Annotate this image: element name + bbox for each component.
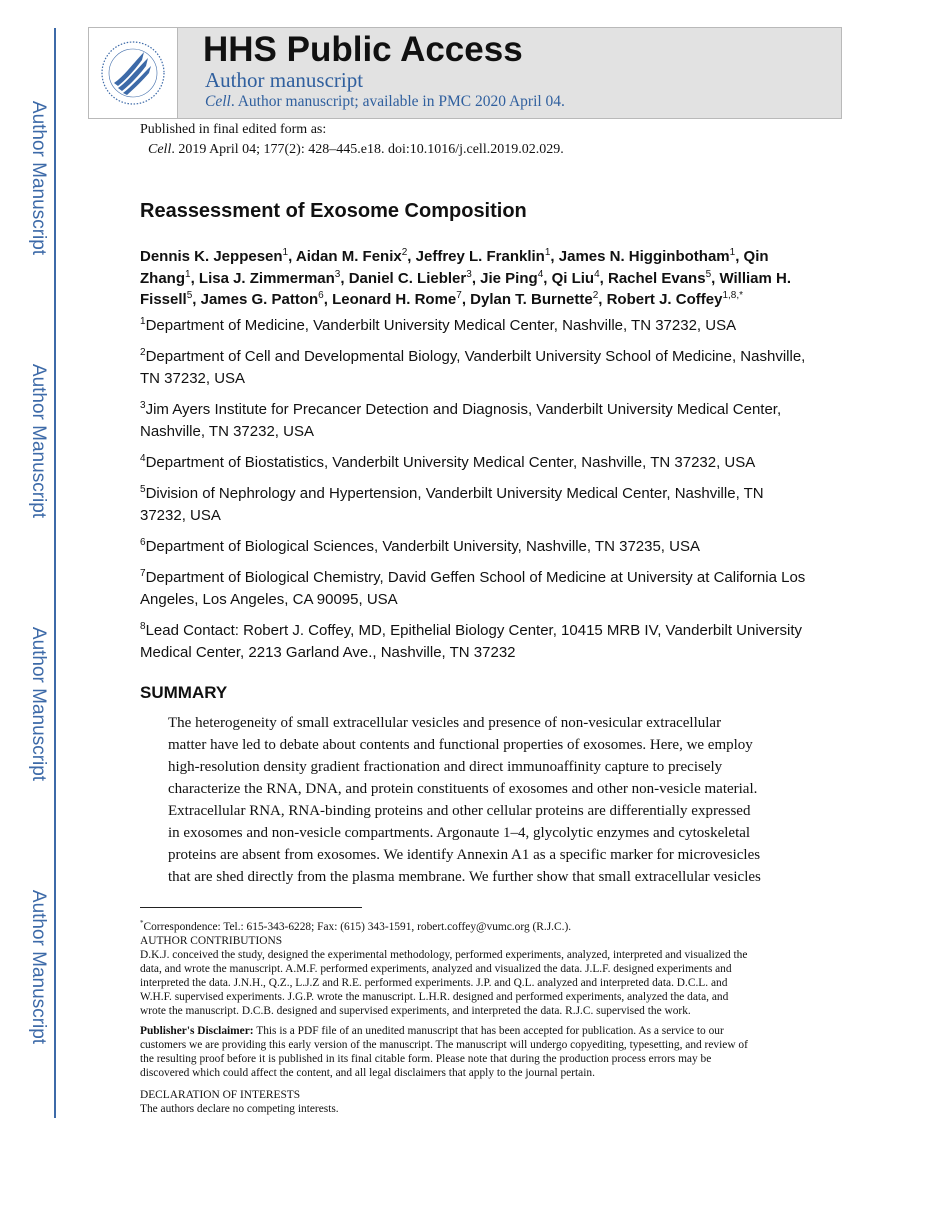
affiliation: $^3$Jim Ayers Institute for Precancer Detection and Diagnosis, Vanderbilt University Medical Center, Nashville, TN 37232, USA bbox=[140, 400, 782, 440]
interests-heading: DECLARATION OF INTERESTS bbox=[140, 1089, 301, 1101]
author: William H. Fissell$^5$ bbox=[140, 269, 792, 308]
affiliation: $^8$Lead Contact: Robert J. Coffey, MD, Epithelial Biology Center, 10415 MRB IV, Vanderbilt University Medical Center, 2213 Garland Ave., Nashville, TN 37232 bbox=[140, 621, 803, 661]
author: Daniel C. Liebler$^3$ bbox=[348, 268, 472, 287]
published-label: Published in final edited form as: bbox=[140, 122, 327, 137]
author: Leonard H. Rome$^7$ bbox=[332, 290, 462, 308]
hhs-title: HHS Public Access bbox=[203, 30, 523, 69]
logo bbox=[89, 28, 178, 118]
interests-text: The authors declare no competing interests. bbox=[140, 1103, 339, 1115]
summary-line: Extracellular RNA, RNA-binding proteins and other cellular proteins are differentially expressed bbox=[168, 803, 751, 819]
availability-line: Cell. Author manuscript; available in PMC 2020 April 04. bbox=[205, 93, 565, 110]
summary-line: high-resolution density gradient fractionation and direct immunoaffinity capture to precisely bbox=[168, 759, 723, 775]
correspondence-note: *Correspondence: Tel.: 615-343-6228; Fax: (615) 343-1591, robert.coffey@vumc.org (R.J.C.). bbox=[140, 919, 572, 933]
affiliation: $^5$Division of Nephrology and Hypertension, Vanderbilt University Medical Center, Nashville, TN 37232, USA bbox=[140, 484, 764, 524]
author: James G. Patton$^6$ bbox=[200, 290, 324, 308]
hhs-header bbox=[88, 27, 842, 119]
author: Jeffrey L. Franklin$^1$ bbox=[415, 247, 551, 265]
author-manuscript-label: Author manuscript bbox=[205, 68, 364, 92]
author: Rachel Evans$^5$ bbox=[608, 268, 712, 287]
summary-line: matter have led to debate about contents and functional properties of exosomes. Here, we employ bbox=[168, 737, 753, 753]
citation-line: Cell. 2019 April 04; 177(2): 428–445.e18. doi:10.1016/j.cell.2019.02.029. bbox=[148, 142, 564, 157]
disclaimer-line: the resulting proof before it is published in its final citable form. Please note that during the production process errors may be bbox=[140, 1053, 712, 1065]
footnotes-block bbox=[140, 920, 808, 1018]
margin-rule bbox=[54, 28, 56, 1118]
affiliation: $^4$Department of Biostatistics, Vanderbilt University Medical Center, Nashville, TN 37232, USA bbox=[140, 453, 756, 471]
affiliation: $^6$Department of Biological Sciences, Vanderbilt University, Nashville, TN 37235, USA bbox=[140, 537, 700, 555]
author: Jie Ping$^4$ bbox=[480, 268, 544, 287]
disclaimer-line: Publisher's Disclaimer: This is a PDF file of an unedited manuscript that has been accepted for publication. As a service to our bbox=[140, 1025, 724, 1037]
contributions-line: wrote the manuscript. D.C.B. designed and supervised experiments, and interpreted the data. R.J.C. supervised the work. bbox=[140, 1005, 691, 1017]
contributions-line: data, and wrote the manuscript. A.M.F. performed experiments, analyzed and visualized the data. J.L.F. designed experiments and bbox=[140, 963, 732, 975]
interests-block bbox=[140, 1088, 808, 1116]
summary-line: that are shed directly from the plasma membrane. We further show that small extracellular vesicles bbox=[168, 869, 761, 885]
author: Dylan T. Burnette$^2$ bbox=[470, 290, 599, 308]
footnote-divider bbox=[140, 907, 362, 908]
summary-line: in exosomes and non-vesicle compartments. Argonaute 1–4, glycolytic enzymes and cytoskeletal bbox=[168, 825, 751, 841]
disclaimer-block bbox=[140, 1024, 808, 1080]
summary-line: characterize the RNA, DNA, and protein constituents of exosomes and other non-vesicle material. bbox=[168, 781, 758, 797]
author: James N. Higginbotham$^1$ bbox=[558, 247, 736, 265]
author-list: Dennis K. Jeppesen$^1$, Aidan M. Fenix$^2$, Jeffrey L. Franklin$^1$, James N. Higginbotham$^1$, Qin Zhang$^1$, Lisa J. Zimmerman$^3$, Daniel C. Liebler$^3$, Jie Ping$^4$, Qi Liu$^4$, Rachel Evans$^5$, William H. Fissell$^5$, James G. Patton$^6$, Leonard H. Rome$^7$, Dylan T. Burnette$^2$, Robert J. Coffey$^{1,8,*}$ bbox=[140, 247, 792, 308]
author: Qi Liu$^4$ bbox=[551, 268, 600, 287]
affiliation: $^1$Department of Medicine, Vanderbilt University Medical Center, Nashville, TN 37232, USA bbox=[140, 316, 737, 334]
summary-body bbox=[168, 712, 808, 888]
affiliation: $^2$Department of Cell and Developmental Biology, Vanderbilt University School of Medicine, Nashville, TN 37232, USA bbox=[140, 347, 806, 387]
contributions-line: interpreted the data. J.N.H., Q.Z., L.J.Z and R.E. performed experiments. J.P. and Q.L. analyzed and interpreted data. D.C.L. and bbox=[140, 977, 728, 989]
contributions-heading: AUTHOR CONTRIBUTIONS bbox=[140, 935, 283, 947]
disclaimer-line: discovered which could affect the content, and all legal disclaimers that apply to the journal pertain. bbox=[140, 1067, 595, 1079]
hhs-eagle-seal-icon bbox=[98, 38, 168, 108]
contributions-line: D.K.J. conceived the study, designed the experimental methodology, performed experiments, analyzed, interpreted and visualized the bbox=[140, 949, 748, 961]
author: Aidan M. Fenix$^2$ bbox=[295, 247, 408, 265]
author: Qin Zhang$^1$ bbox=[140, 248, 769, 287]
summary-line: The heterogeneity of small extracellular vesicles and presence of non-vesicular extracellular bbox=[168, 715, 722, 731]
author: Lisa J. Zimmerman$^3$ bbox=[198, 268, 341, 287]
article-title: Reassessment of Exosome Composition bbox=[140, 200, 527, 222]
contributions-line: W.H.F. supervised experiments. J.G.P. wrote the manuscript. L.H.R. designed and performed experiments, analyzed the data, and bbox=[140, 991, 729, 1003]
author: Robert J. Coffey$^{1,8,*}$ bbox=[606, 290, 744, 308]
summary-heading: SUMMARY bbox=[140, 683, 228, 702]
affiliation: $^7$Department of Biological Chemistry, David Geffen School of Medicine at University at California Los Angeles, Los Angeles, CA 90095, USA bbox=[140, 568, 806, 608]
disclaimer-line: customers we are providing this early version of the manuscript. The manuscript will undergo copyediting, typesetting, and review of bbox=[140, 1039, 748, 1051]
summary-line: proteins are absent from exosomes. We identify Annexin A1 as a specific marker for microvesicles bbox=[168, 847, 761, 863]
author: Dennis K. Jeppesen$^1$ bbox=[140, 247, 289, 265]
